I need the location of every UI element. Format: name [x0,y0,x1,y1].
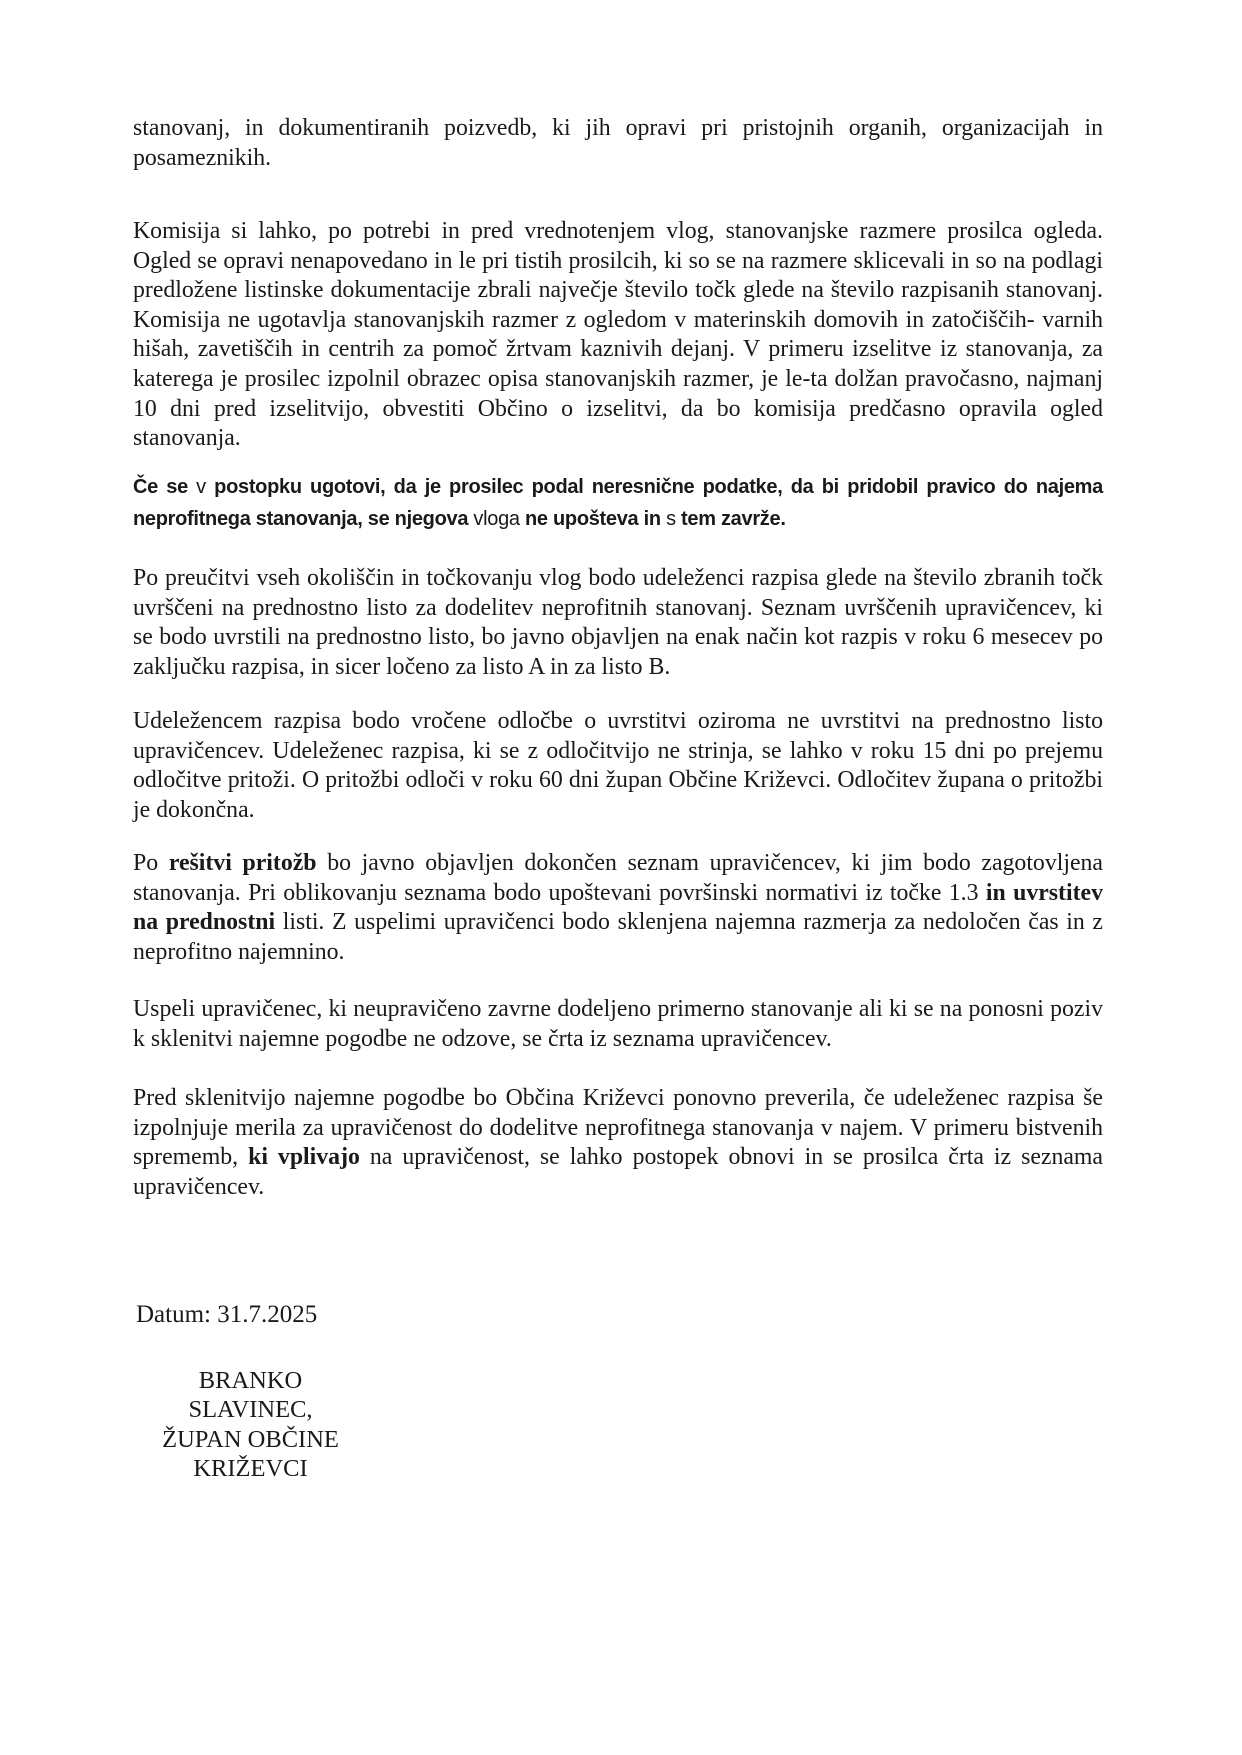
signature-name-first: BRANKO [198,1367,303,1394]
signature-title: ŽUPAN OBČINE [162,1425,339,1453]
paragraph-recheck-before-contract: Pred sklenitvijo najemne pogodbe bo Občina Križevci ponovno preverila, če udeleženec razpisa še izpolnjuje merila za upravičenost do dodelitve neprofitnega stanovanja v najem. V primeru bistvenih sprememb, ki vplivajo na upravičenost, se lahko postopek obnovi in se prosilca črta iz seznama upravičencev. [133,1085,1103,1200]
paragraph-priority-list: Po preučitvi vseh okoliščin in točkovanju vlog bodo udeleženci razpisa glede na število zbranih točk uvrščeni na prednostno listo za dodelitev neprofitnih stanovanj. Seznam uvrščenih upravičencev, ki se bodo uvrstili na prednostno listo, bo javno objavljen na enak način kot razpis v roku 6 mesecev po zaključku razpisa, in sicer ločeno za listo A in za listo B. [133,565,1103,680]
paragraph-false-data-warning: Če se v postopku ugotovi, da je prosilec podal neresnične podatke, da bi pridobil pravico do najema neprofitnega stanovanja, se njegova vloga ne upošteva in s tem zavrže. [133,476,1103,530]
paragraph-refusal-consequence: Uspeli upravičenec, ki neupravičeno zavrne dodeljeno primerno stanovanje ali ki se na ponosni poziv k sklenitvi najemne pogodbe ne odzove, se črta iz seznama upravičencev. [133,996,1103,1052]
paragraph-commission-inspection: Komisija si lahko, po potrebi in pred vrednotenjem vlog, stanovanjske razmere prosilca ogleda. Ogled se opravi nenapovedano in le pri tistih prosilcih, ki so se na razmere sklicevali in so na podlagi predložene listinske dokumentacije zbrali največje število točk glede na število razpisanih stanovanj. Komisija ne ugotavlja stanovanjskih razmer z ogledom v materinskih domovih in zatočiščih- varnih hišah, zavetiščih in centrih za pomoč žrtvam kaznivih dejanj. V primeru izselitve iz stanovanja, za katerega je prosilec izpolnil obrazec opisa stanovanjskih razmer, je le-ta dolžan pravočasno, najmanj 10 dni pred izselitvijo, obvestiti Občino o izselitvi, da bo komisija predčasno opravila ogled stanovanja. [133,218,1103,452]
signature-name-last: SLAVINEC, [188,1396,313,1424]
signature-block [128,1366,373,1484]
date-line: Datum: 31.7.2025 [136,1301,318,1328]
paragraph-documented-inquiries: stanovanj, in dokumentiranih poizvedb, ki jih opravi pri pristojnih organih, organizacijah in posameznikih. [133,115,1103,171]
paragraph-decisions-appeal: Udeležencem razpisa bodo vročene odločbe o uvrstitvi oziroma ne uvrstitvi na prednostno listo upravičencev. Udeleženec razpisa, ki se z odločitvijo ne strinja, se lahko v roku 15 dni po prejemu odločitve pritoži. O pritožbi odloči v roku 60 dni župan Občine Križevci. Odločitev župana o pritožbi je dokončna. [133,708,1103,823]
signature-municipality: KRIŽEVCI [193,1455,308,1483]
paragraph-final-list: Po rešitvi pritožb bo javno objavljen dokončen seznam upravičencev, ki jim bodo zagotovljena stanovanja. Pri oblikovanju seznama bodo upoštevani površinski normativi iz točke 1.3 in uvrstitev na prednostni listi. Z uspelimi upravičenci bodo sklenjena najemna razmerja za nedoločen čas in z neprofitno najemnino. [133,850,1103,965]
